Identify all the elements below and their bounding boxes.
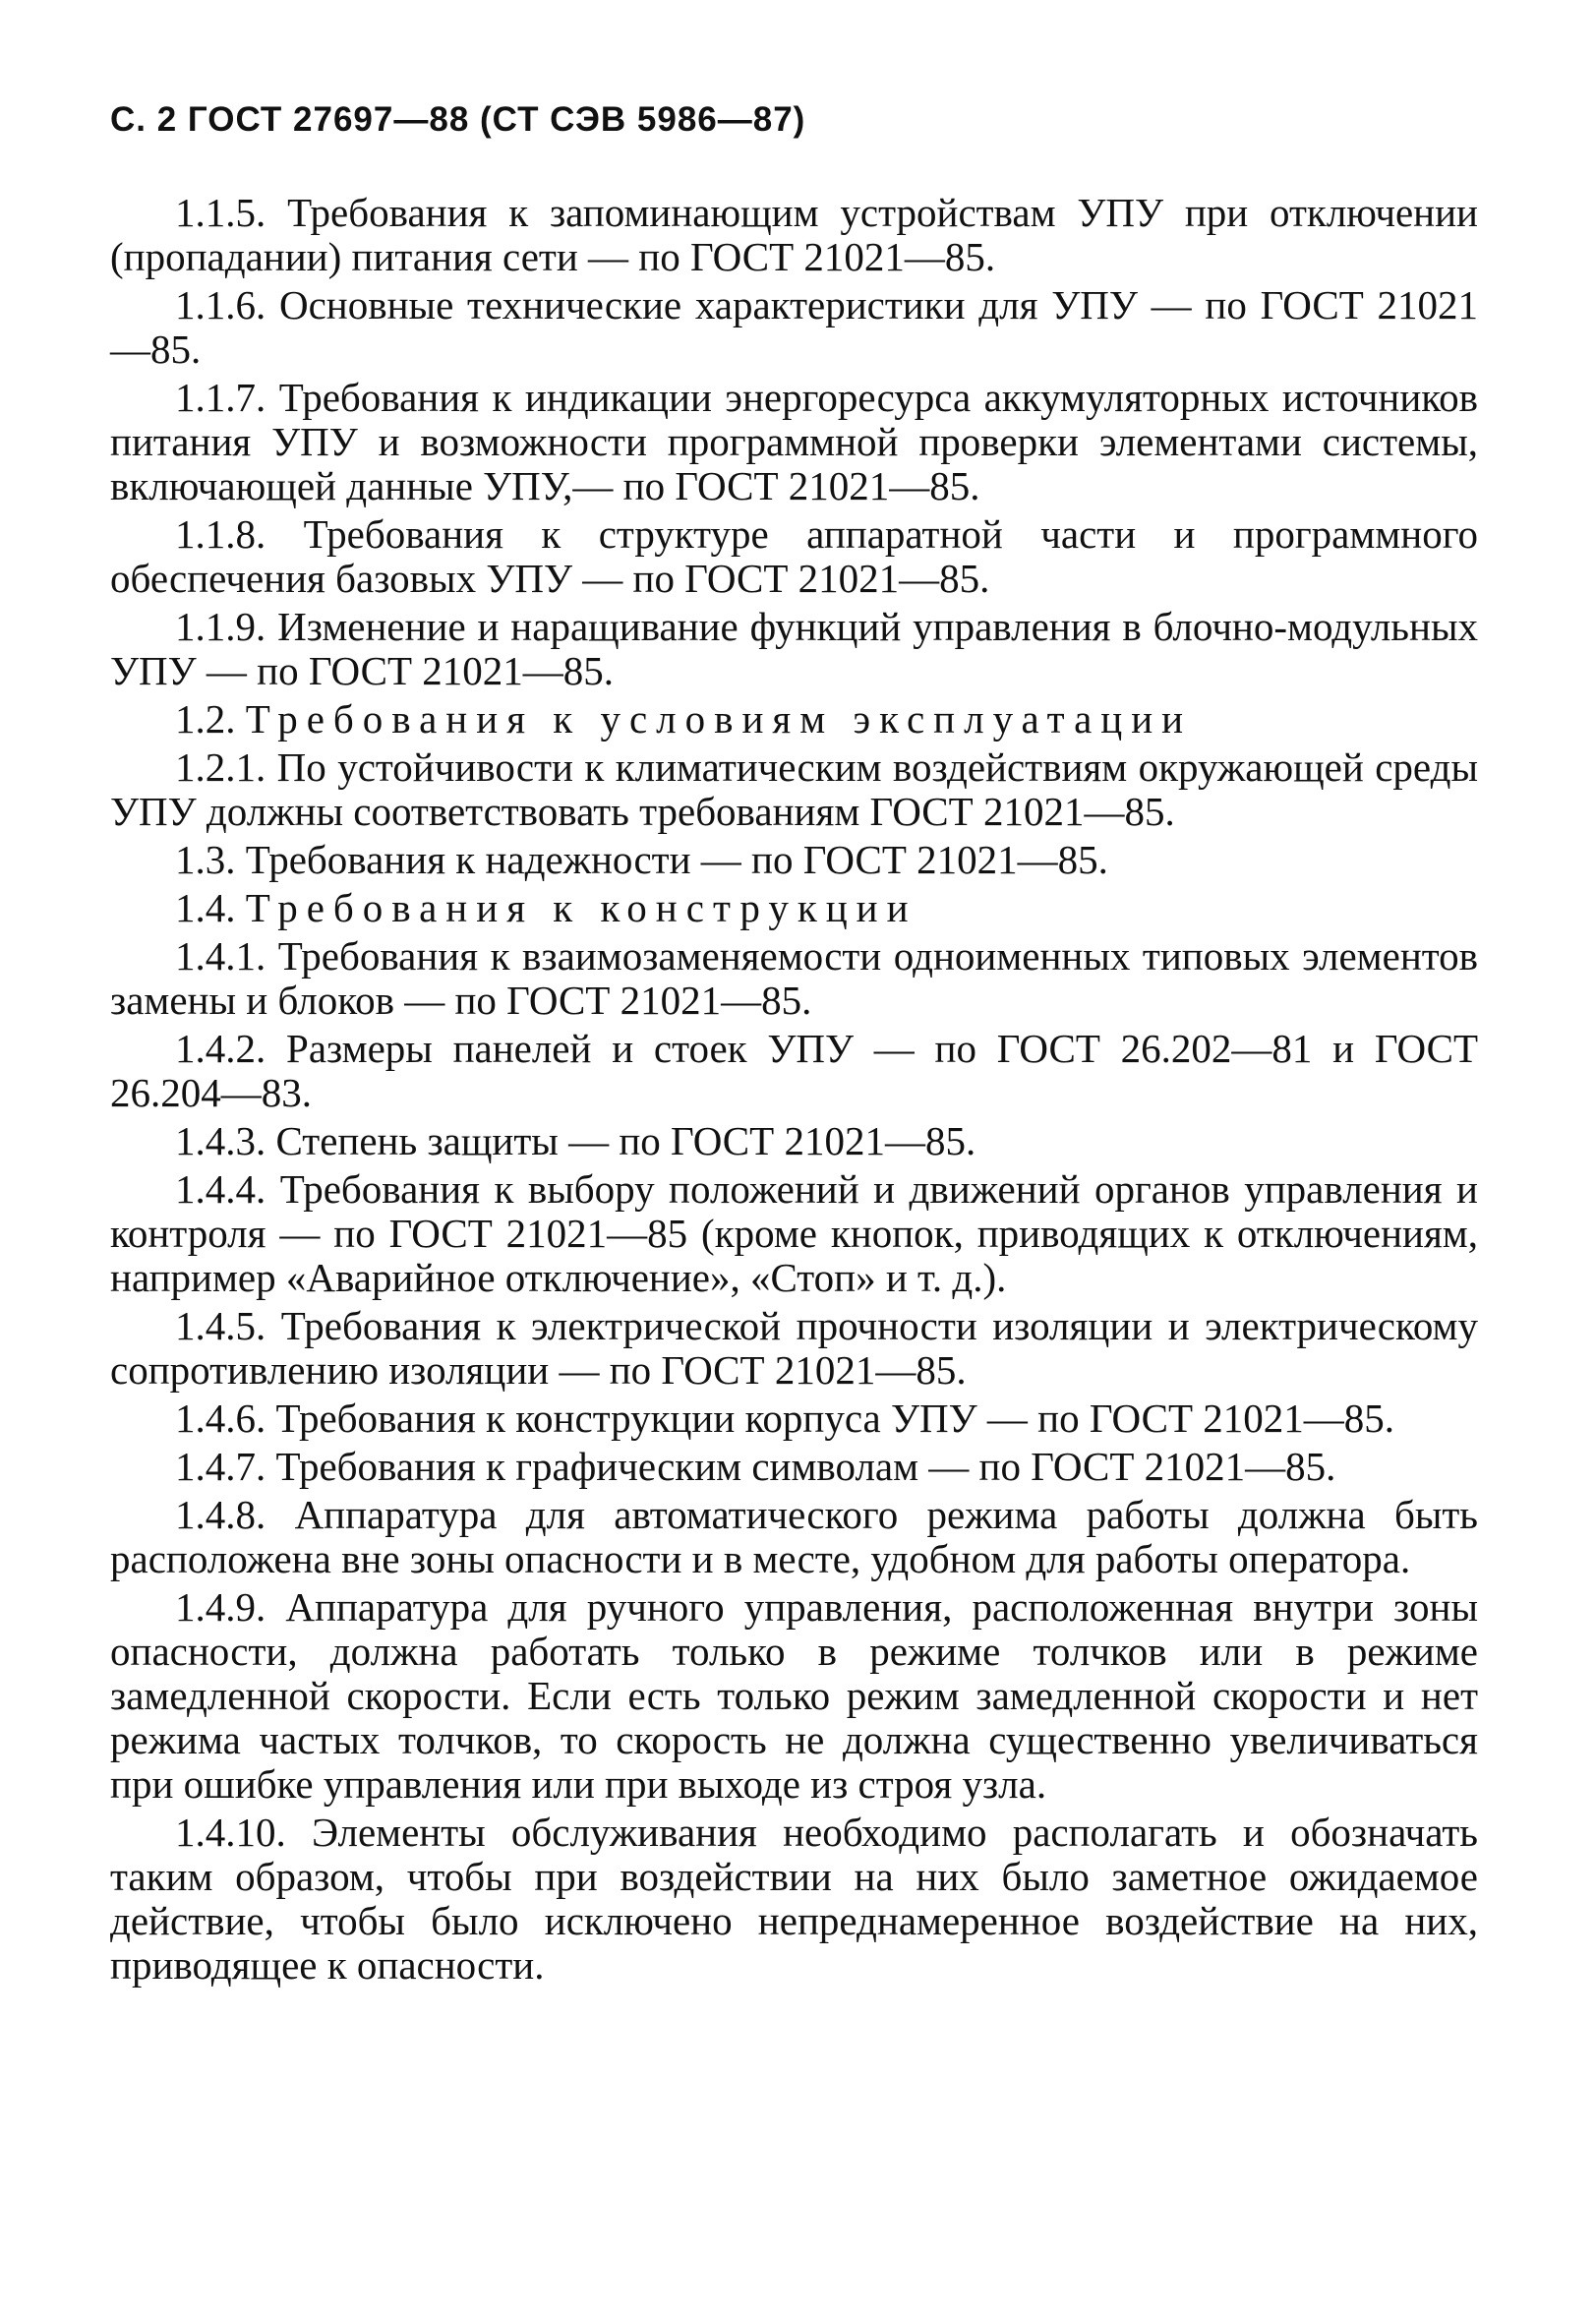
clause-text: Требования к запоминающим устройствам УПУ при отключении (пропадании) питания сети — по ГОСТ 21021—85. — [110, 190, 1479, 279]
section-heading-1-4 — [110, 886, 1478, 930]
section-title: Требования к условиям эксплуатации — [245, 696, 1193, 742]
clause-text: Требования к структуре аппаратной части и программного обеспечения базовых УПУ — по ГОСТ 21021—85. — [110, 511, 1478, 601]
clause-1-1-6 — [110, 283, 1478, 372]
clause-text: Аппаратура для автоматического режима работы должна быть расположена вне зоны опасности и в месте, удобном для работы оператора. — [110, 1492, 1479, 1581]
clause-1-1-7 — [110, 376, 1478, 508]
clause-text: Степень защиты — по ГОСТ 21021—85. — [275, 1118, 976, 1163]
clause-1-4-6 — [110, 1396, 1478, 1441]
clause-number: 1.2.1. — [175, 744, 266, 790]
running-header: С. 2 ГОСТ 27697—88 (СТ СЭВ 5986—87) — [110, 100, 806, 139]
clause-text: Требования к графическим символам — по ГОСТ 21021—85. — [275, 1444, 1336, 1489]
clause-number: 1.4.8. — [175, 1492, 266, 1537]
clause-1-4-9 — [110, 1585, 1478, 1807]
clause-number: 1.4.10. — [175, 1810, 286, 1855]
clause-1-4-2 — [110, 1027, 1478, 1115]
clause-number: 1.3. — [175, 837, 236, 882]
clause-text: Элементы обслуживания необходимо располагать и обозначать таким образом, чтобы при воздействии на них было заметное ожидаемое действие, чтобы было исключено непреднамеренное воздействие на них, приводящее к опасности. — [110, 1810, 1478, 1988]
clause-number: 1.1.8. — [175, 511, 266, 557]
clause-1-1-9 — [110, 605, 1478, 693]
section-heading-1-2 — [110, 697, 1478, 742]
clause-1-4-1 — [110, 934, 1478, 1023]
clause-1-1-5 — [110, 191, 1478, 279]
clause-1-4-3 — [110, 1119, 1478, 1163]
clause-1-1-8 — [110, 512, 1478, 601]
clause-1-3 — [110, 838, 1478, 882]
clause-text: Требования к индикации энергоресурса аккумуляторных источников питания УПУ и возможности программной проверки элементами системы, включающей данные УПУ,— по ГОСТ 21021—85. — [110, 375, 1478, 508]
clause-number: 1.4.5. — [175, 1303, 266, 1348]
clause-number: 1.4.9. — [175, 1584, 266, 1630]
clause-1-4-7 — [110, 1445, 1478, 1489]
clause-number: 1.1.5. — [175, 190, 266, 235]
clause-number: 1.1.7. — [175, 375, 266, 420]
clause-number: 1.4.4. — [175, 1166, 266, 1212]
clause-text: Требования к надежности — по ГОСТ 21021—85. — [245, 837, 1108, 882]
clause-text: Требования к взаимозаменяемости одноименных типовых элементов замены и блоков — по ГОСТ 21021—85. — [110, 933, 1479, 1023]
document-body — [110, 191, 1478, 1988]
clause-text: Требования к электрической прочности изоляции и электрическому сопротивлению изоляции — по ГОСТ 21021—85. — [110, 1303, 1478, 1393]
section-number: 1.2. — [175, 696, 236, 742]
clause-1-4-8 — [110, 1493, 1478, 1581]
clause-number: 1.4.3. — [175, 1118, 266, 1163]
clause-1-4-10 — [110, 1811, 1478, 1988]
clause-1-4-5 — [110, 1304, 1478, 1393]
clause-number: 1.4.2. — [175, 1026, 266, 1071]
clause-number: 1.1.9. — [175, 604, 266, 649]
clause-number: 1.1.6. — [175, 282, 266, 327]
clause-text: Аппаратура для ручного управления, расположенная внутри зоны опасности, должна работать только в режиме толчков или в режиме замедленной скорости. Если есть только режим замедленной скорости и нет режима частых толчков, то скорость не должна существенно увеличиваться при ошибке управления или при выходе из строя узла. — [110, 1584, 1478, 1807]
clause-text: Размеры панелей и стоек УПУ — по ГОСТ 26.202—81 и ГОСТ 26.204—83. — [110, 1026, 1479, 1115]
clause-text: Требования к выбору положений и движений органов управления и контроля — по ГОСТ 21021—85 (кроме кнопок, приводящих к отключениям, например «Аварийное отключение», «Стоп» и т. д.). — [110, 1166, 1479, 1300]
clause-text: Основные технические характеристики для УПУ — по ГОСТ 21021—85. — [110, 282, 1478, 372]
clause-number: 1.4.7. — [175, 1444, 266, 1489]
clause-1-4-4 — [110, 1167, 1478, 1300]
clause-1-2-1 — [110, 745, 1478, 834]
section-title: Требования к конструкции — [245, 885, 917, 930]
clause-text: Изменение и наращивание функций управления в блочно-модульных УПУ — по ГОСТ 21021—85. — [110, 604, 1478, 693]
section-number: 1.4. — [175, 885, 236, 930]
clause-number: 1.4.6. — [175, 1396, 266, 1441]
clause-text: По устойчивости к климатическим воздействиям окружающей среды УПУ должны соответствовать требованиям ГОСТ 21021—85. — [110, 744, 1478, 834]
clause-text: Требования к конструкции корпуса УПУ — по ГОСТ 21021—85. — [275, 1396, 1395, 1441]
clause-number: 1.4.1. — [175, 933, 266, 979]
